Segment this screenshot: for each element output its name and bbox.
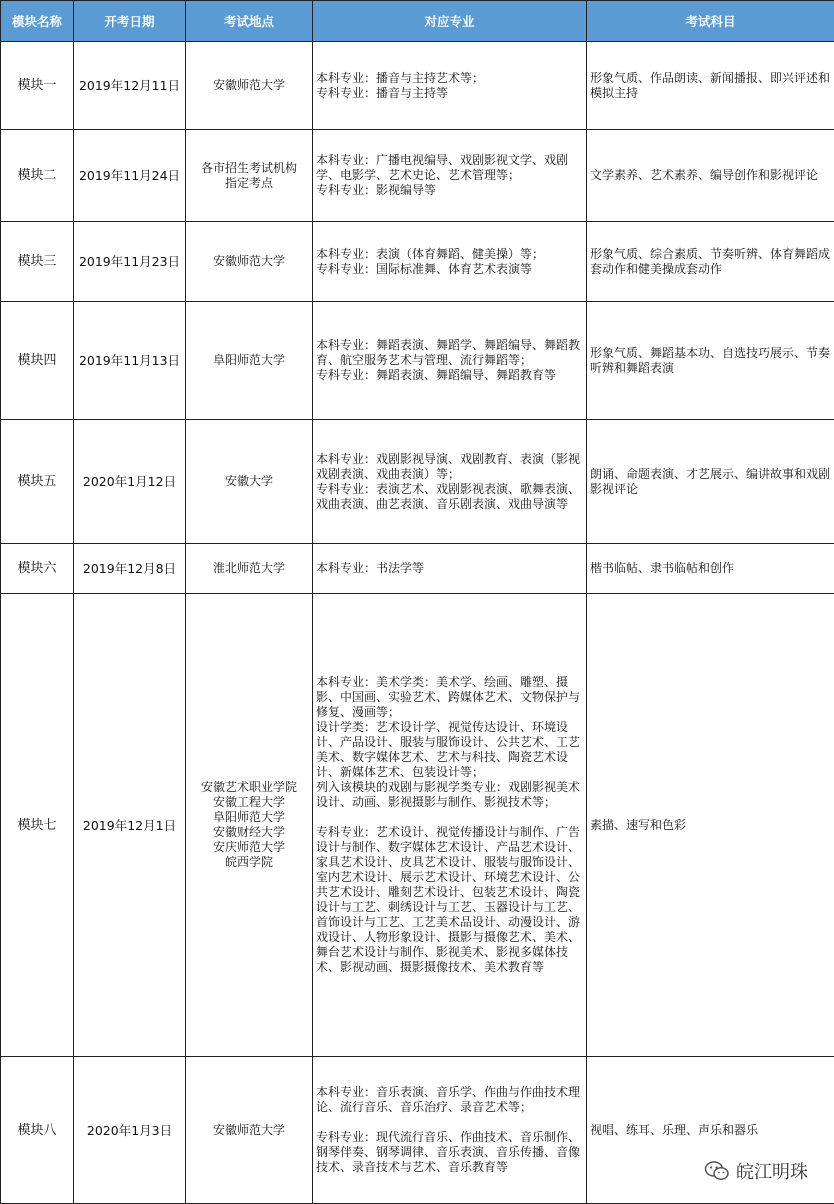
location-line: 安徽工程大学: [212, 795, 285, 809]
exam-location-cell: [186, 1057, 313, 1204]
majors-line: 本科专业：戏剧影视导演、戏剧教育、表演（影视戏剧表演、戏曲表演）等；: [316, 451, 581, 481]
exam-location-cell: [186, 222, 313, 302]
majors-line: 本科专业：音乐表演、音乐学、作曲与作曲技术理论、流行音乐、音乐治疗、录音艺术等；: [316, 1085, 581, 1114]
table-header-row: [1, 1, 834, 42]
majors-line: 列入该模块的戏剧与影视学类专业：戏剧影视美术设计、动画、影视摄影与制作、影视技术等；: [316, 780, 581, 809]
table-row: [1, 594, 834, 1057]
majors-spacer: [316, 810, 583, 825]
location-line: 阜阳师范大学: [212, 810, 285, 824]
exam-date-cell: 2019年12月1日: [74, 594, 186, 1057]
watermark: [704, 1158, 808, 1184]
majors-spacer: [316, 1115, 583, 1130]
majors-line: 本科专业：表演（体育舞蹈、健美操）等；: [316, 246, 545, 261]
exam-location-cell: [186, 544, 313, 594]
majors-cell: [313, 222, 587, 302]
majors-line: 设计学类：艺术设计学、视觉传达设计、环境设计、产品设计、服装与服饰设计、公共艺术、工艺美术、数字媒体艺术、艺术与科技、陶瓷艺术设计、新媒体艺术、包装设计等；: [316, 720, 581, 779]
exam-subjects-cell: 素描、速写和色彩: [587, 594, 834, 1057]
table-row: [1, 302, 834, 420]
location-line: 安徽师范大学: [212, 78, 285, 92]
table-row: [1, 130, 834, 222]
exam-date-cell: 2019年11月23日: [74, 222, 186, 302]
location-line: 安庆师范大学: [212, 840, 285, 854]
module-name-cell: 模块一: [1, 42, 74, 130]
table-row: [1, 222, 834, 302]
table-row: [1, 42, 834, 130]
majors-line: 本科专业：播音与主持艺术等；: [316, 70, 485, 85]
exam-location-cell: [186, 420, 313, 544]
location-line: 安徽财经大学: [212, 825, 285, 839]
majors-cell: [313, 594, 587, 1057]
module-name-cell: 模块三: [1, 222, 74, 302]
majors-line: 专科专业：舞蹈表演、舞蹈编导、舞蹈教育等: [316, 368, 557, 382]
exam-date-cell: 2019年12月11日: [74, 42, 186, 130]
exam-date-cell: 2020年1月3日: [74, 1057, 186, 1204]
exam-date-cell: 2019年11月13日: [74, 302, 186, 420]
majors-line: 专科专业：艺术设计、视觉传播设计与制作、广告设计与制作、数字媒体艺术设计、产品艺术设计、家具艺术设计、皮具艺术设计、服装与服饰设计、室内艺术设计、展示艺术设计、环境艺术设计、公共艺术设计、雕刻艺术设计、包装艺术设计、陶瓷设计与工艺、刺绣设计与工艺、玉器设计与工艺、首饰设计与工艺、工艺美术品设计、动漫设计、游戏设计、人物形象设计、摄影与摄像艺术、美术、舞台艺术设计与制作、影视美术、影视多媒体技术、影视动画、摄影摄像技术、美术教育等: [316, 825, 581, 974]
exam-subjects-cell: 楷书临帖、隶书临帖和创作: [587, 544, 834, 594]
majors-cell: [313, 420, 587, 544]
majors-line: 本科专业：广播电视编导、戏剧影视文学、戏剧学、电影学、艺术史论、艺术管理等；: [316, 153, 569, 182]
table-row: [1, 420, 834, 544]
location-line: 安徽艺术职业学院: [200, 780, 297, 794]
exam-subjects-cell: 形象气质、舞蹈基本功、自选技巧展示、节奏听辨和舞蹈表演: [587, 302, 834, 420]
exam-subjects-cell: 文学素养、艺术素养、编导创作和影视评论: [587, 130, 834, 222]
majors-cell: [313, 544, 587, 594]
header-date: 开考日期: [74, 1, 186, 42]
majors-line: 本科专业：书法学等: [316, 561, 425, 575]
majors-cell: [313, 42, 587, 130]
exam-date-cell: 2020年1月12日: [74, 420, 186, 544]
exam-subjects-cell: 视唱、练耳、乐理、声乐和器乐: [587, 1057, 834, 1204]
majors-line: 本科专业：舞蹈表演、舞蹈学、舞蹈编导、舞蹈教育、航空服务艺术与管理、流行舞蹈等；: [316, 338, 581, 367]
module-name-cell: 模块二: [1, 130, 74, 222]
module-name-cell: 模块六: [1, 544, 74, 594]
exam-subjects-cell: 形象气质、作品朗读、新闻播报、即兴评述和模拟主持: [587, 42, 834, 130]
exam-location-cell: [186, 594, 313, 1057]
exam-subjects-cell: 朗诵、命题表演、才艺展示、编讲故事和戏剧影视评论: [587, 420, 834, 544]
majors-cell: [313, 130, 587, 222]
majors-cell: [313, 1057, 587, 1204]
header-majors: 对应专业: [313, 1, 587, 42]
majors-cell: [313, 302, 587, 420]
location-line: 安徽大学: [224, 474, 273, 488]
watermark-text: 皖江明珠: [736, 1162, 808, 1183]
header-subjects: 考试科目: [587, 1, 834, 42]
majors-line: 专科专业：播音与主持等: [316, 85, 449, 100]
majors-line: 专科专业：表演艺术、戏剧影视表演、歌舞表演、戏曲表演、曲艺表演、音乐剧表演、戏曲导演等: [316, 481, 581, 511]
module-name-cell: 模块八: [1, 1057, 74, 1204]
table-body: [1, 42, 834, 1204]
majors-line: 专科专业：现代流行音乐、作曲技术、音乐制作、钢琴伴奏、钢琴调律、音乐表演、音乐传播、音像技术、录音技术与艺术、音乐教育等: [316, 1130, 581, 1174]
header-module: 模块名称: [1, 1, 74, 42]
location-line: 皖西学院: [224, 855, 273, 869]
table-row: [1, 544, 834, 594]
exam-date-cell: 2019年11月24日: [74, 130, 186, 222]
majors-line: 专科专业：国际标准舞、体育艺术表演等: [316, 261, 533, 276]
exam-date-cell: 2019年12月8日: [74, 544, 186, 594]
location-line: 各市招生考试机构: [200, 160, 297, 175]
location-line: 淮北师范大学: [212, 561, 285, 575]
location-line: 指定考点: [224, 175, 273, 190]
location-line: 阜阳师范大学: [212, 353, 285, 367]
majors-line: 本科专业：美术学类：美术学、绘画、雕塑、摄影、中国画、实验艺术、跨媒体艺术、文物保护与修复、漫画等；: [316, 675, 581, 719]
module-name-cell: 模块七: [1, 594, 74, 1057]
exam-subjects-cell: 形象气质、综合素质、节奏听辨、体育舞蹈成套动作和健美操成套动作: [587, 222, 834, 302]
wechat-icon: [704, 1160, 730, 1182]
location-line: 安徽师范大学: [212, 254, 285, 268]
location-line: 安徽师范大学: [212, 1122, 285, 1137]
header-location: 考试地点: [186, 1, 313, 42]
exam-location-cell: [186, 130, 313, 222]
exam-location-cell: [186, 42, 313, 130]
majors-line: 专科专业：影视编导等: [316, 183, 437, 197]
exam-location-cell: [186, 302, 313, 420]
module-name-cell: 模块五: [1, 420, 74, 544]
module-name-cell: 模块四: [1, 302, 74, 420]
